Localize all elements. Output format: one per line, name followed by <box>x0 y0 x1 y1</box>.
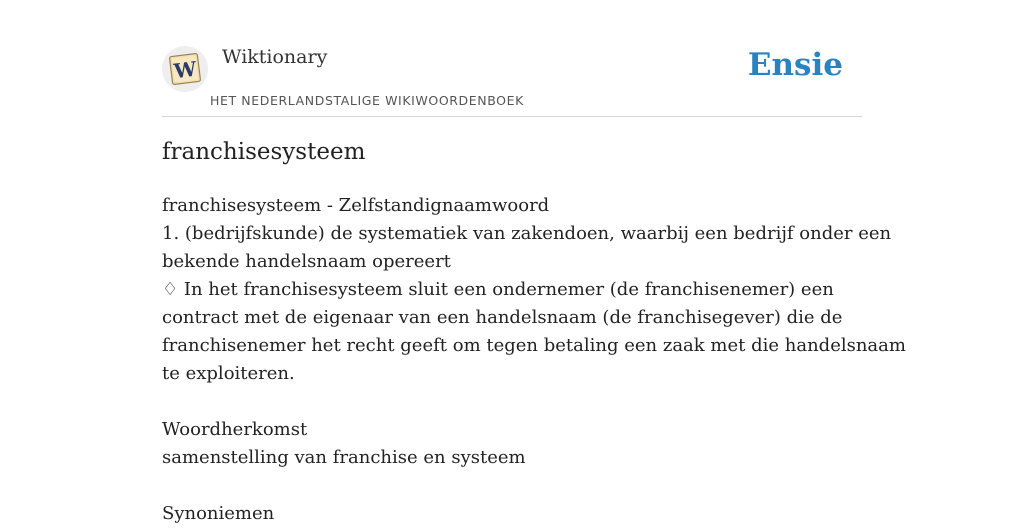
page-title: franchisesysteem <box>162 139 366 165</box>
example-line: franchisenemer het recht geeft om tegen betaling een zaak met die handelsnaam <box>162 335 906 356</box>
example-line: ♢ In het franchisesysteem sluit een ondernemer (de franchisenemer) een <box>162 279 834 300</box>
example-line: contract met de eigenaar van een handelsnaam (de franchisegever) die de <box>162 307 843 328</box>
site-header <box>162 0 862 117</box>
entry-content <box>162 192 906 528</box>
synonyms-heading: Synoniemen <box>162 503 275 524</box>
etymology-heading: Woordherkomst <box>162 419 308 440</box>
spacer <box>162 388 862 416</box>
site-tagline: HET NEDERLANDSTALIGE WIKIWOORDENBOEK <box>210 93 524 108</box>
etymology-text: samenstelling van franchise en systeem <box>162 447 526 468</box>
definition-line: 1. (bedrijfskunde) de systematiek van zakendoen, waarbij een bedrijf onder een <box>162 223 892 244</box>
definition-line: bekende handelsnaam opereert <box>162 251 451 272</box>
spacer <box>162 472 862 500</box>
word-class-line: franchisesysteem - Zelfstandignaamwoord <box>162 195 550 216</box>
site-name[interactable]: Wiktionary <box>222 46 328 68</box>
example-line: te exploiteren. <box>162 363 295 384</box>
svg-text:W: W <box>172 56 198 84</box>
page <box>162 0 906 524</box>
ensie-logo[interactable]: Ensie <box>747 47 843 83</box>
wiktionary-logo-icon[interactable] <box>162 46 208 92</box>
